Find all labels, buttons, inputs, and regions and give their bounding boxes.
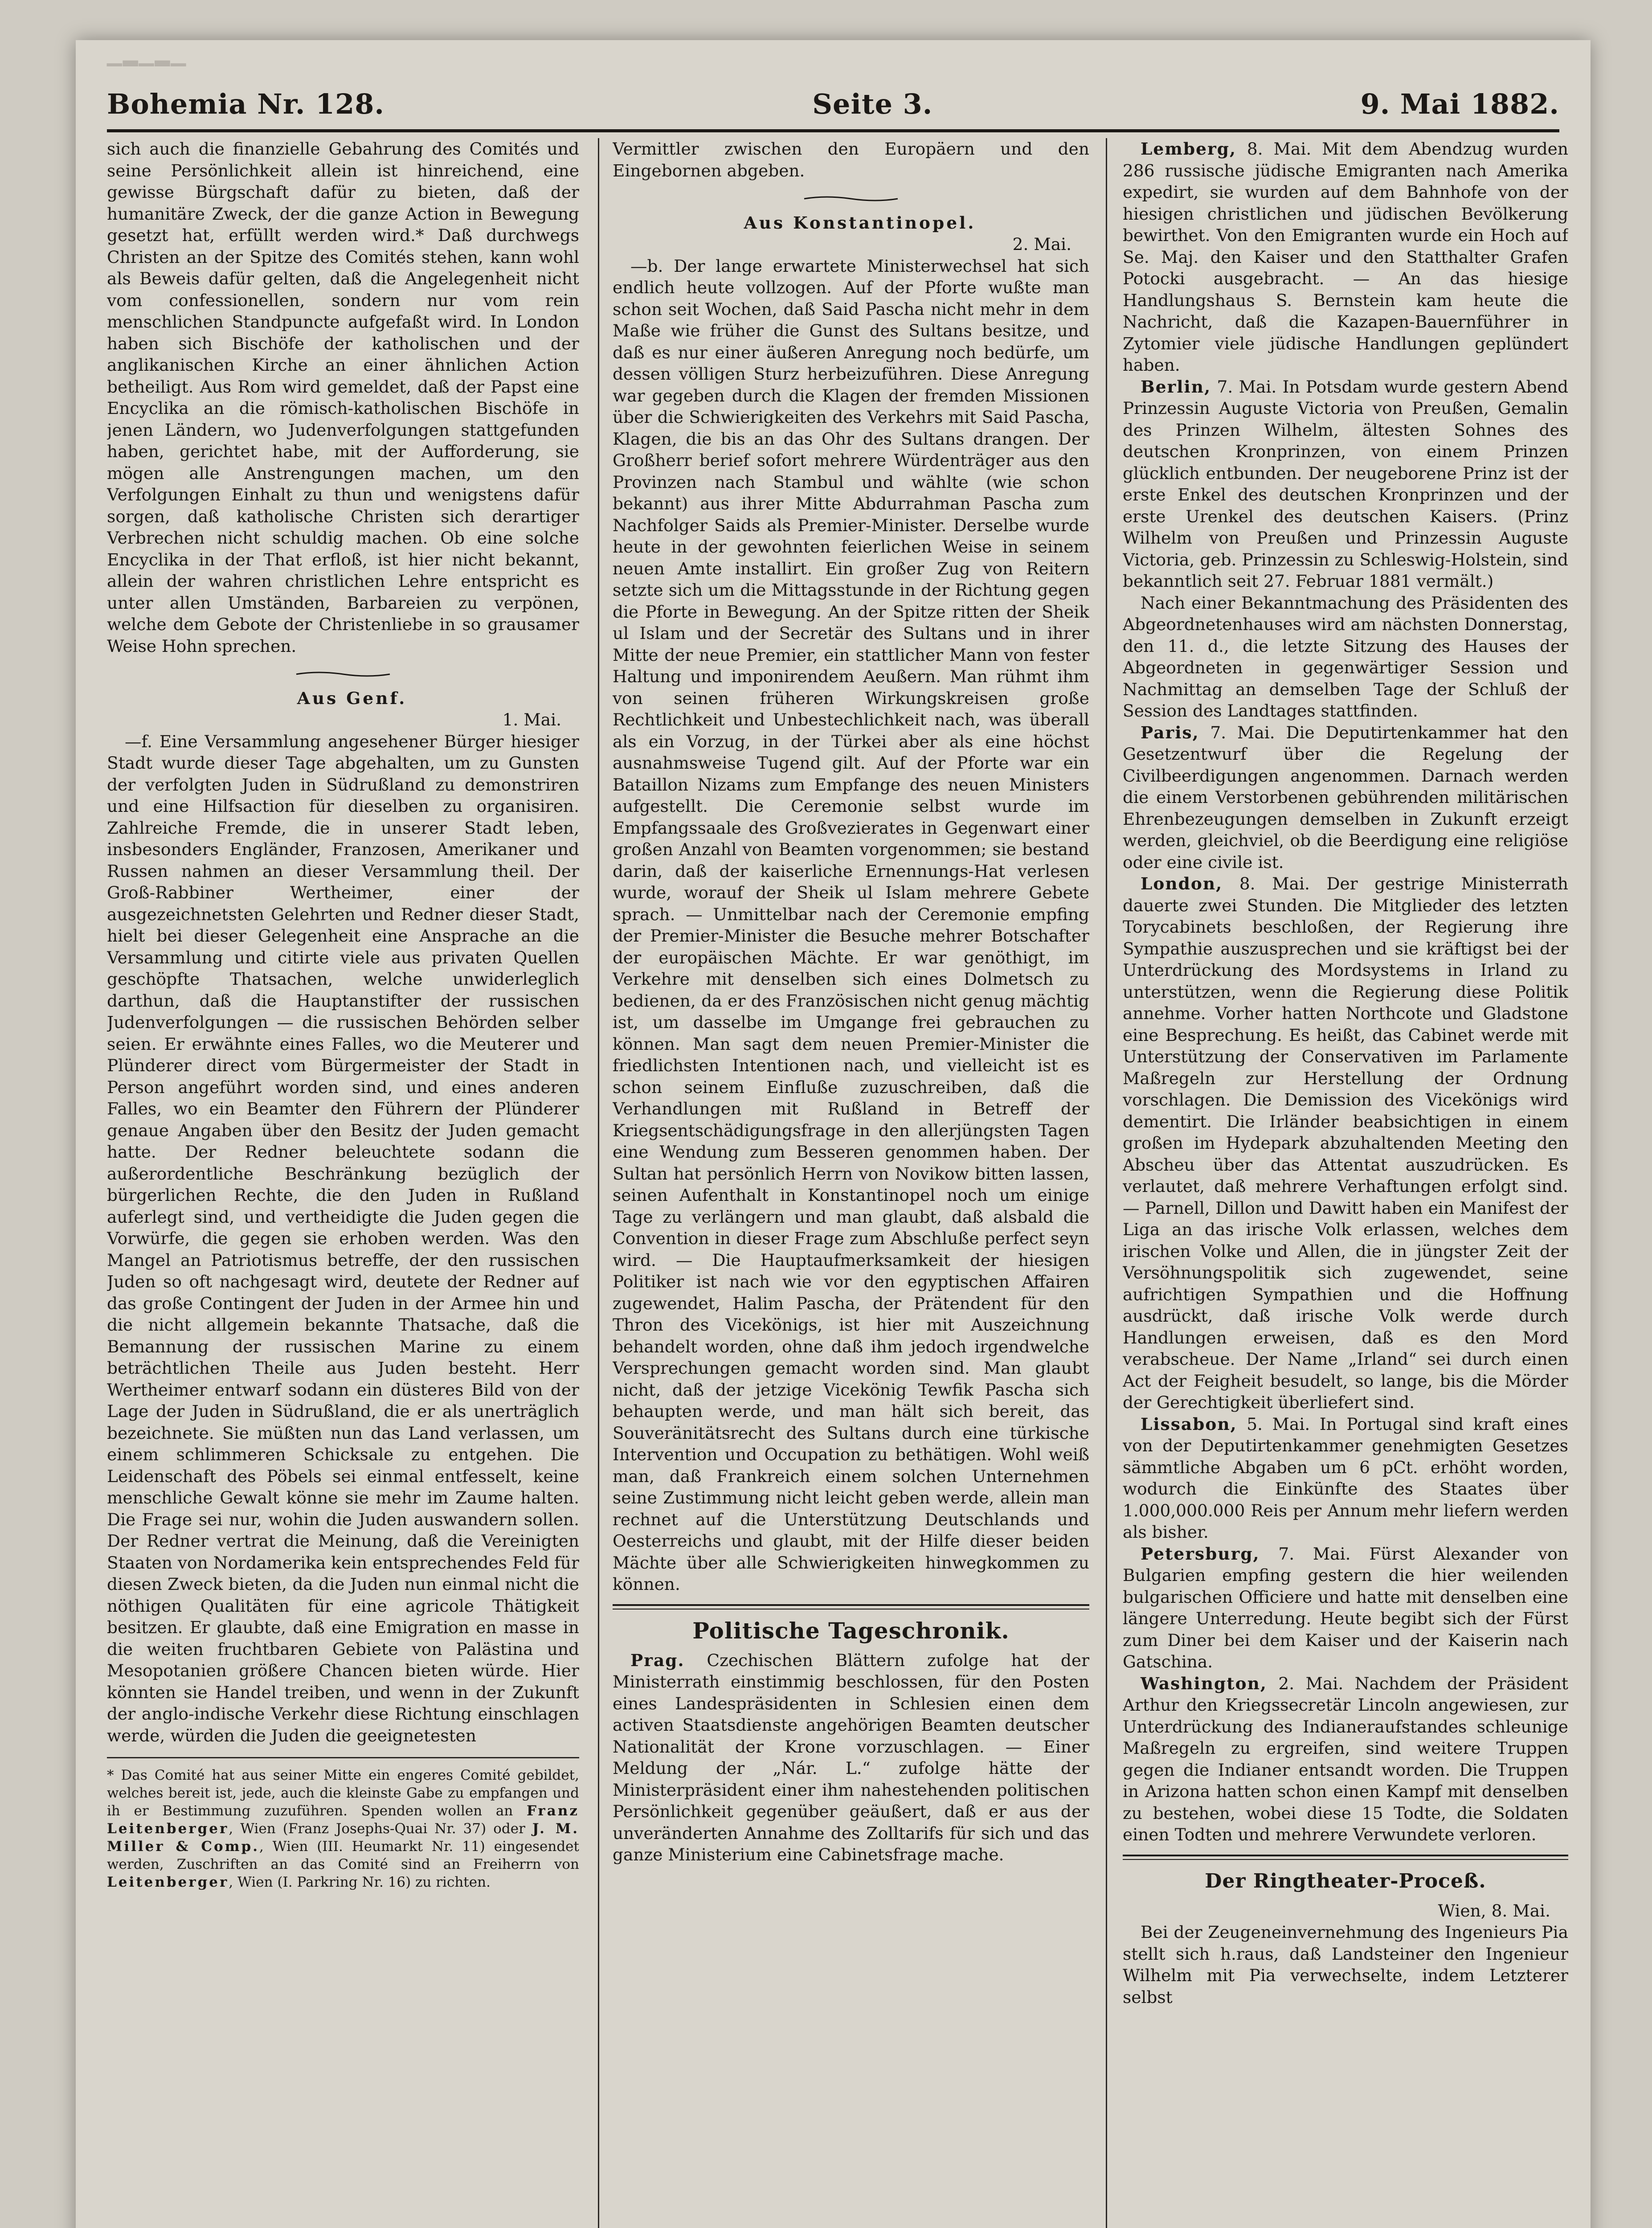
header-page-number: Seite 3. xyxy=(812,88,933,120)
article-paragraph: Nach einer Bekanntmachung des Präsidenten des Abgeordnetenhauses wird am nächsten Donnerstag, den 11. d., die letzte Sitzung des Hauses der Abgeordneten in gegenwärtiger Session und Nachmittag an demselben Tage der Schluß der Session des Landtages stattfinden. xyxy=(1123,593,1568,721)
dateline: 1. Mai. xyxy=(502,710,561,729)
article-paragraph: Vermittler zwischen den Europäern und den Eingebornen abgeben. xyxy=(613,139,1089,180)
column-2 xyxy=(613,138,1089,2228)
header-date: 9. Mai 1882. xyxy=(1360,88,1559,120)
footnote-name: Franz Leitenberger xyxy=(107,1803,579,1837)
section-heading-ringtheater: Der Ringtheater-Proceß. xyxy=(1205,1869,1486,1892)
section-heading-genf: Aus Genf. xyxy=(297,688,407,708)
news-item-lissabon: Lissabon, 5. Mai. In Portugal sind kraft eines von der Deputirtenkammer genehmigten Gesetzes sämmtliche Abgaben um 6 pCt. erhöht worden, wodurch die Einkünfte des Staates über 1.000,000.000 Reis per Annum mehr liefern werden als bisher. xyxy=(1123,1414,1568,1542)
column-divider xyxy=(1106,138,1107,2228)
article-paragraph: —b. Der lange erwartete Ministerwechsel hat sich endlich heute vollzogen. Auf der Pforte wußte man schon seit Wochen, daß Said Pascha nicht mehr in dem Maße wie früher die Gunst des Sultans besitze, und daß es nur einer äußeren Anregung noch bedürfe, um dessen völligen Sturz herbeizuführen. Diese Anregung war gegeben durch die Klagen der fremden Missionen über die Schwierigkeiten des Verkehrs mit Said Pascha, Klagen, die bis an das Ohr des Sultans drangen. Der Großherr berief sofort mehrere Würdenträger aus den Provinzen nach Stambul und wählte (wie schon bekannt) aus ihrer Mitte Abdurrahman Pascha zum Nachfolger Saids als Premier-Minister. Derselbe wurde heute in der gewohnten feierlichen Weise in seinem neuen Amte installirt. Ein großer Zug von Reitern setzte sich um die Mittagsstunde in der Richtung gegen die Pforte in Bewegung. An der Spitze ritten der Sheik ul Islam und der Secretär des Sultans und in ihrer Mitte der neue Premier, ein stattlicher Mann von fester Haltung und imponirendem Aeußern. Man rühmt ihm von seinen früheren Wirkungskreisen große Rechtlichkeit und Unbestechlichkeit nach, was überall als ein Vorzug, in der Türkei aber als eine höchst ausnahmsweise Tugend gilt. Auf der Pforte war ein Bataillon Nizams zum Empfange des neuen Ministers aufgestellt. Die Ceremonie selbst wurde im Empfangssaale des Großvezierates in Gegenwart einer großen Anzahl von Beamten vorgenommen; sie bestand darin, daß der kaiserliche Ernennungs-Hat verlesen wurde, worauf der Sheik ul Islam mehrere Gebete sprach. — Unmittelbar nach der Ceremonie empfing der Premier-Minister die Besuche mehrer Botschafter der europäischen Mächte. Er war genöthigt, im Verkehre mit denselben sich eines Dolmetsch zu bedienen, da er des Französischen nicht genug mächtig ist, um dasselbe im Umgange frei gebrauchen zu können. Man sagt dem neuen Premier-Minister die friedlichsten Intentionen nach, und vielleicht ist es schon seinem Einfluße zuzuschreiben, daß die Verhandlungen mit Rußland in Betreff der Kriegsentschädigungsfrage in den allerjüngsten Tagen eine Wendung zum Besseren genommen haben. Der Sultan hat persönlich Herrn von Novikow bitten lassen, seinen Aufenthalt in Konstantinopel noch um einige Tage zu verlängern und man glaubt, daß alsbald die Convention in dieser Frage zum Abschluße perfect seyn wird. — Die Hauptaufmerksamkeit der hiesigen Politiker ist nach wie vor den egyptischen Affairen zugewendet, Halim Pascha, der Prätendent für den Thron des Vicekönigs, ist hier mit Auszeichnung behandelt worden, ohne daß ihm jedoch irgendwelche Versprechungen gemacht worden sind. Man glaubt nicht, daß der jetzige Vicekönig Tewfik Pascha sich behaupten werde, und man hält sich bereit, das Souveränitätsrecht des Sultans durch eine türkische Intervention und Occupation zu bethätigen. Wohl weiß man, daß Frankreich einem solchen Unternehmen seine Zustimmung nicht leicht geben werde, allein man rechnet auf die Unterstützung Deutschlands und Oesterreichs und glaubt, mit der Hilfe dieser beiden Mächte über alle Schwierigkeiten hinwegkommen zu können. xyxy=(613,256,1089,1594)
header-rule xyxy=(107,129,1559,132)
article-paragraph: —f. Eine Versammlung angesehener Bürger hiesiger Stadt wurde dieser Tage abgehalten, um zu Gunsten der verfolgten Juden in Südrußland zu demonstriren und eine Hilfsaction für dieselben zu organisiren. Zahlreiche Fremde, die in unserer Stadt leben, insbesonders Engländer, Franzosen, Amerikaner und Russen nahmen an dieser Versammlung theil. Der Groß-Rabbiner Wertheimer, einer der ausgezeichnetsten Gelehrten und Redner dieser Stadt, hielt bei dieser Gelegenheit eine Ansprache an die Versammlung und citirte viele aus privaten Quellen geschöpfte Thatsachen, welche unwiderleglich darthun, daß die Hauptanstifter der russischen Judenverfolgungen — die russischen Behörden selber seien. Er erwähnte eines Falles, wo die Meuterer und Plünderer direct vom Bürgermeister der Stadt in Person angeführt worden sind, und eines anderen Falles, wo ein Beamter den Führern der Plünderer genaue Angaben über den Besitz der Juden gemacht hatte. Der Redner beleuchtete sodann die außerordentliche Beschränkung bezüglich der bürgerlichen Rechte, die den Juden in Rußland auferlegt sind, und vertheidigte die Juden gegen die Vorwürfe, die gegen sie erhoben werden. Was den Mangel an Patriotismus betreffe, der den russischen Juden so oft nachgesagt wird, deutete der Redner auf das große Contingent der Juden in der Armee hin und die nicht allgemein bekannte Thatsache, daß die Bemannung der russischen Marine zu einem beträchtlichen Theile aus Juden besteht. Herr Wertheimer entwarf sodann ein düsteres Bild von der Lage der Juden in Südrußland, die er als unerträglich bezeichnete. Sie müßten nun das Land verlassen, um einem schlimmeren Schicksale zu entgehen. Die Leidenschaft des Pöbels sei einmal entfesselt, keine menschliche Gewalt könne sie mehr im Zaume halten. Die Frage sei nur, wohin die Juden auswandern sollen. Der Redner vertrat die Meinung, daß die Vereinigten Staaten von Nordamerika kein entsprechendes Feld für diesen Zweck bieten, da die Juden nun einmal nicht die nöthigen Qualitäten für eine agricole Thätigkeit besitzen. Er glaubte, daß eine Emigration en masse in die weiten fruchtbaren Gebiete von Palästina und Mesopotanien größere Chancen bieten würde. Hier könnten sie Handel treiben, und wenn in der Zukunft der anglo-indische Verkehr diese Richtung einschlagen werde, würden die Juden die geeignetesten xyxy=(107,731,579,1745)
article-paragraph: sich auch die finanzielle Gebahrung des Comités und seine Persönlichkeit allein ist hinreichend, eine gewisse Bürgschaft dafür zu bieten, daß der humanitäre Zweck, der die ganze Action in Bewegung gesetzt hat, erfüllt werden wird.* Daß durchwegs Christen an der Spitze des Comités stehen, kann wohl als Beweis dafür gelten, daß die Angelegenheit nicht vom confessionellen, sondern nur vom rein menschlichen Standpuncte aufgefaßt wird. In London haben sich Bischöfe der katholischen und der anglikanischen Kirche an einer ähnlichen Action betheiligt. Aus Rom wird gemeldet, daß der Papst eine Encyclika an die römisch-katholischen Bischöfe in jenen Ländern, wo Judenverfolgungen stattgefunden haben, gerichtet habe, mit der Aufforderung, sie mögen alle Anstrengungen machen, um den Verfolgungen Einhalt zu thun und wenigstens dafür sorgen, daß katholische Christen sich derartiger Verbrechen nicht schuldig machen. Ob eine solche Encyclika in der That erfloß, ist hier nicht bekannt, allein der wahren christlichen Lehre entspricht es unter allen Umständen, Barbareien zu verpönen, welche dem Gebote der Christenliebe in so grausamer Weise Hohn sprechen. xyxy=(107,139,579,656)
footnote-name: Leitenberger xyxy=(107,1874,229,1890)
section-heading-konstantinopel: Aus Konstantinopel. xyxy=(744,213,976,233)
news-item-prag: Prag. Czechischen Blättern zufolge hat der Ministerrath einstimmig beschlossen, für den Posten eines Landespräsidenten in Schlesien einen dem activen Staatsdienste angehörigen Beamten deutscher Nationalität der Krone vorzuschlagen. — Einer Meldung der „Nár. L.“ zufolge hätte der Ministerpräsident einer ihm nahestehenden politischen Persönlichkeit gegenüber geäußert, daß er aus der unveränderten Annahme des Zolltarifs für sich und das ganze Ministerium eine Cabinetsfrage mache. xyxy=(613,1650,1089,1864)
footnote: * Das Comité hat aus seiner Mitte ein engeres Comité gebildet, welches bereit ist, jede, auch die kleinste Gabe zu empfangen und ih er Bestimmung zuzuführen. Spenden wollen an Franz Leitenberger, Wien (Franz Josephs-Quai Nr. 37) oder J. M. Miller & Comp., Wien (III. Heumarkt Nr. 11) eingesendet werden, Zuschriften an das Comité sind an Freiherrn von Leitenberger, Wien (I. Parkring Nr. 16) zu richten. xyxy=(107,1757,579,1891)
double-rule xyxy=(1123,1855,1568,1860)
footnote-name: J. M. Miller & Comp. xyxy=(107,1821,579,1855)
dateline-city: Prag. xyxy=(630,1650,685,1670)
dateline-city: Washington, xyxy=(1141,1673,1267,1693)
dateline-city: Lissabon, xyxy=(1141,1414,1237,1434)
dateline-city: London, xyxy=(1141,874,1223,893)
section-heading-tageschronik: Politische Tageschronik. xyxy=(692,1617,1010,1644)
dateline-city: Petersburg, xyxy=(1141,1544,1260,1564)
dateline: Wien, 8. Mai. xyxy=(1438,1900,1550,1921)
news-item-washington: Washington, 2. Mai. Nachdem der Präsident Arthur den Kriegssecretär Lincoln angewiesen, zur Unterdrückung des Indianeraufstandes schleunige Maßregeln zu ergreifen, sind weitere Truppen gegen die Indianer entsandt worden. Die Truppen in Arizona hatten schon einen Kampf mit denselben zu bestehen, wobei diese 15 Todte, die Soldaten einen Todten und mehrere Verwundete verloren. xyxy=(1123,1673,1568,1844)
news-item-lemberg: Lemberg, 8. Mai. Mit dem Abendzug wurden 286 russische jüdische Emigranten nach Amerika expedirt, sie wurden auf dem Bahnhofe von der hiesigen christlichen und jüdischen Bevölkerung bewirthet. Von den Emigranten wurde ein Hoch auf Se. Maj. den Kaiser und den Statthalter Grafen Potocki ausgebracht. — An das hiesige Handlungshaus S. Bernstein kam heute die Nachricht, daß die Kazapen-Bauernführer in Zytomier viele jüdische Handlungen geplündert haben. xyxy=(1123,139,1568,375)
section-ornament xyxy=(613,186,1089,208)
news-item-petersburg: Petersburg, 7. Mai. Fürst Alexander von Bulgarien empfing gestern die hier weilenden bulgarischen Officiere und hatte mit denselben eine längere Unterredung. Heute begibt sich der Fürst zum Diner bei dem Kaiser und der Kaiserin nach Gatschina. xyxy=(1123,1544,1568,1671)
column-3 xyxy=(1123,138,1568,2228)
dateline-city: Berlin, xyxy=(1141,377,1211,397)
column-1 xyxy=(107,138,579,2228)
dateline: 2. Mai. xyxy=(1012,234,1071,254)
newspaper-page xyxy=(76,40,1591,2228)
header-masthead: Bohemia Nr. 128. xyxy=(107,88,385,120)
page-header xyxy=(107,80,1559,120)
dateline-city: Lemberg, xyxy=(1141,139,1237,159)
news-item-berlin: Berlin, 7. Mai. In Potsdam wurde gestern Abend Prinzessin Auguste Victoria von Preußen, Gemalin des Prinzen Wilhelm, ältesten Sohnes des deutschen Kronprinzen, von einem Prinzen glücklich entbunden. Der neugeborene Prinz ist der erste Enkel des deutschen Kronprinzen und der erste Urenkel des deutschen Kaisers. (Prinz Wilhelm von Preußen und Prinzessin Auguste Victoria, geb. Prinzessin zu Schleswig-Holstein, sind bekanntlich seit 27. Februar 1881 vermält.) xyxy=(1123,377,1568,591)
column-divider xyxy=(598,138,599,2228)
article-paragraph: Bei der Zeugeneinvernehmung des Ingenieurs Pia stellt sich h.raus, daß Landsteiner den Ingenieur Wilhelm mit Pia verwechselte, indem Letzterer selbst xyxy=(1123,1922,1568,2007)
news-item-paris: Paris, 7. Mai. Die Deputirtenkammer hat den Gesetzentwurf über die Regelung der Civilbeerdigungen angenommen. Darnach werden die einem Verstorbenen gebührenden militärischen Ehrenbezeugungen demselben in Zukunft erzeigt werden, gleichviel, ob die Beerdigung eine religiöse oder eine civile ist. xyxy=(1123,722,1568,872)
dateline-city: Paris, xyxy=(1141,722,1199,742)
news-item-london: London, 8. Mai. Der gestrige Ministerrath dauerte zwei Stunden. Die Mitglieder des letzten Torycabinets beschloßen, der Regierung ihre Sympathie auszusprechen und sie kräftigst bei der Unterdrückung des Mordsystems in Irland zu unterstützen, wenn die Regierung diese Politik annehme. Vorher hatten Northcote und Gladstone eine Besprechung. Es heißt, das Cabinet werde mit Unterstützung der Conservativen im Parlamente Maßregeln zur Herstellung der Ordnung vorschlagen. Die Demission des Vicekönigs wird dementirt. Die Irländer beabsichtigen in einem großen im Hydepark abzuhaltenden Meeting den Abscheu über das Attentat auszudrücken. Es verlautet, daß mehrere Verhaftungen erfolgt sind. — Parnell, Dillon und Dawitt haben ein Manifest der Liga an das irische Volk erlassen, welches dem irischen Volke und Allen, die in jüngster Zeit der Versöhnungspolitik sich zugewendet, seine aufrichtigen Sympathien und die Hoffnung ausdrückt, daß irische Volk werde durch Handlungen erweisen, daß es den Mord verabscheue. Der Name „Irland“ sei durch einen Act der Feigheit besudelt, so lange, bis die Mörder der Gerechtigkeit überliefert sind. xyxy=(1123,874,1568,1412)
double-rule xyxy=(613,1604,1089,1610)
section-ornament xyxy=(107,661,579,683)
bleed-through-text: ▁▂▁▂▁ xyxy=(107,44,187,66)
